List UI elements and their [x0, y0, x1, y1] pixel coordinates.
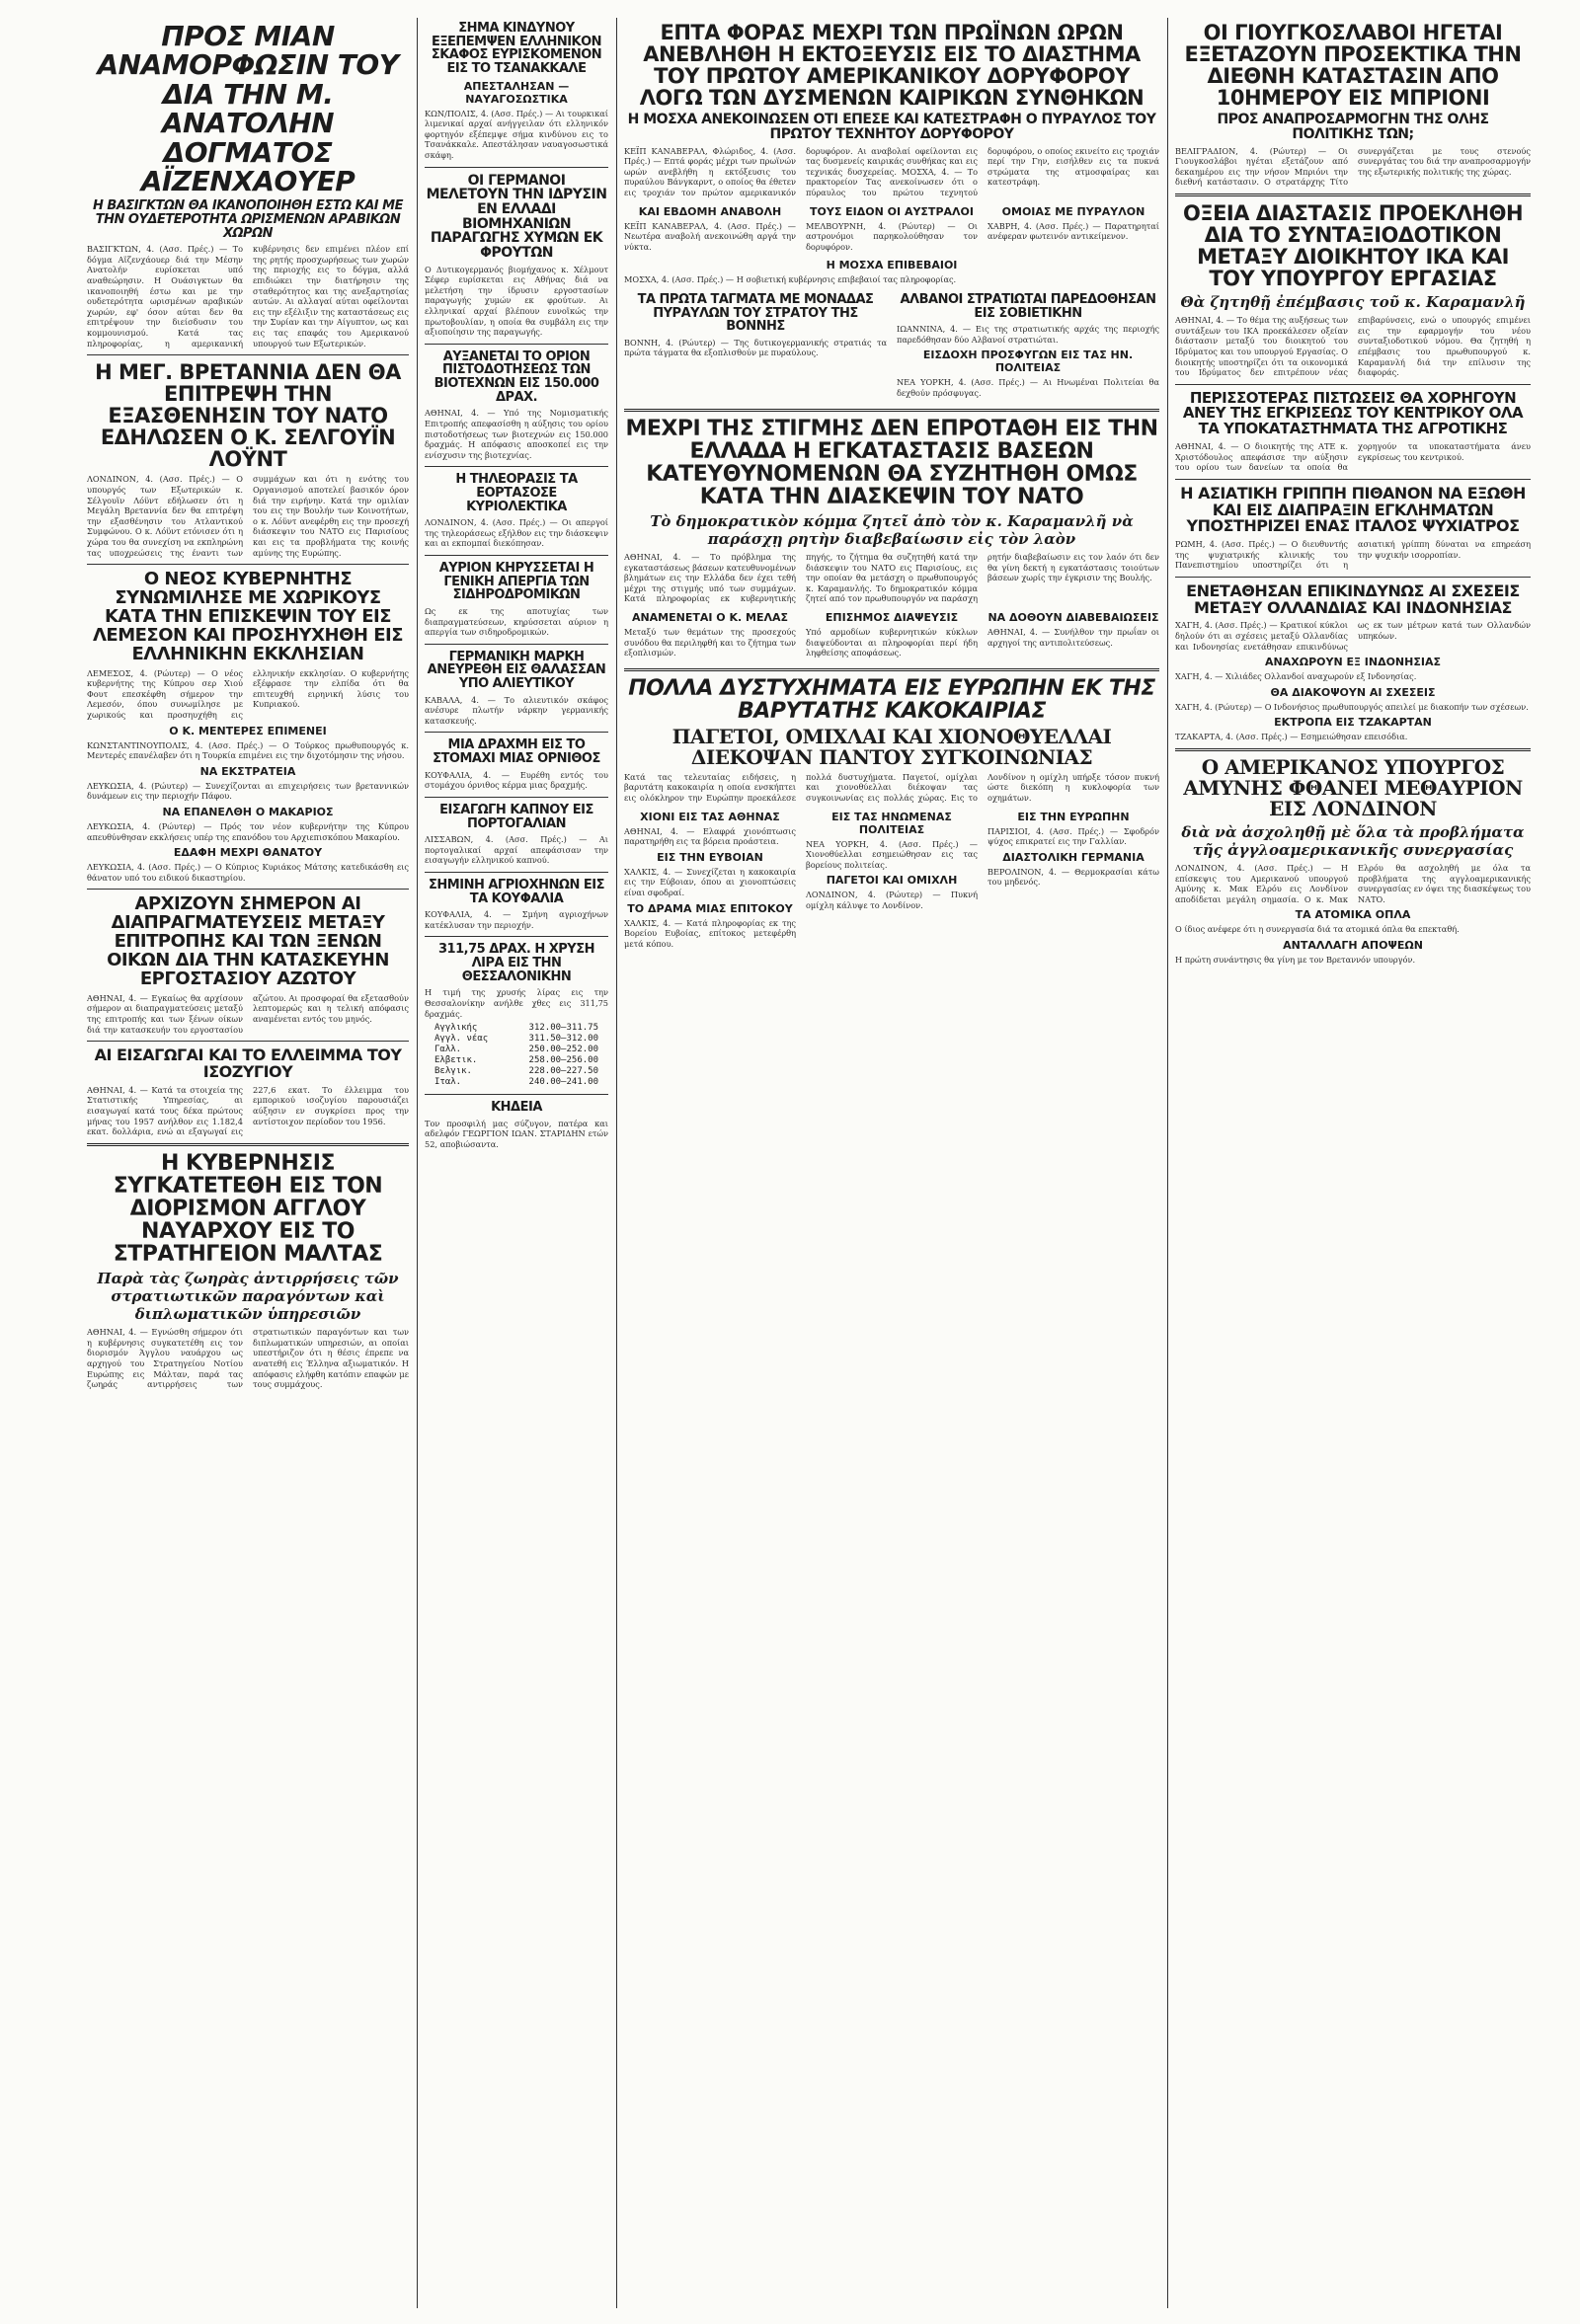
subhead-assurances: ΝΑ ΔΟΘΟΥΝ ΔΙΑΒΕΒΑΙΩΣΕΙΣ [988, 610, 1159, 624]
subhead-makarios: ΝΑ ΕΠΑΝΕΛΘΗ Ο ΜΑΚΑΡΙΟΣ [162, 805, 334, 818]
headline-nitrogen-factory: ΑΡΧΙΖΟΥΝ ΣΗΜΕΡΟΝ ΑΙ ΔΙΑΠΡΑΓΜΑΤΕΥΣΕΙΣ ΜΕΤΑΞΥ ΕΠΙΤΡΟΠΗΣ ΚΑΙ ΤΩΝ ΞΕΝΩΝ ΟΙΚΩΝ ΔΙΑ ΤΗΝ ΚΑΤΑΣΚΕΥΗΝ ΕΡΓΟΣΤΑΣΙΟΥ ΑΖΩΤΟΥ [107, 893, 389, 989]
divider [425, 797, 608, 798]
divider [425, 1094, 608, 1095]
column-rule [616, 18, 617, 2308]
price-row [434, 1077, 598, 1088]
headline-asian-flu: Η ΑΣΙΑΤΙΚΗ ΓΡΙΠΠΗ ΠΙΘΑΝΟΝ ΝΑ ΕΞΩΘΗ ΚΑΙ ΕΙΣ ΔΙΑΠΡΑΞΙΝ ΕΓΚΛΗΜΑΤΩΝ ΥΠΟΣΤΗΡΙΖΕΙ ΕΝΑΣ ΙΤΑΛΟΣ ΨΥΧΙΑΤΡΟΣ [1180, 483, 1526, 536]
price-row [434, 1034, 598, 1045]
subhead-euboea: ΕΙΣ ΤΗΝ ΕΥΒΟΙΑΝ [657, 850, 763, 864]
headline-europe-weather: ΠΟΛΛΑ ΔΥΣΤΥΧΗΜΑΤΑ ΕΙΣ ΕΥΡΩΠΗΝ ΕΚ ΤΗΣ ΒΑΡΥΤΑΤΗΣ ΚΑΚΟΚΑΙΡΙΑΣ [628, 675, 1155, 724]
brief-box [624, 289, 887, 403]
subheadline-malta-admiral: Παρὰ τὰς ζωηρὰς ἀντιρρήσεις τῶν στρατιωτικῶν παραγόντων καὶ διπλωματικῶν ὑπηρεσιῶν [97, 1270, 399, 1324]
price-row [434, 1023, 598, 1034]
headline-missile-bases: ΜΕΧΡΙ ΤΗΣ ΣΤΙΓΜΗΣ ΔΕΝ ΕΠΡΟΤΑΘΗ ΕΙΣ ΤΗΝ ΕΛΛΑΔΑ Η ΕΓΚΑΤΑΣΤΑΣΙΣ ΒΑΣΕΩΝ ΚΑΤΕΥΘΥΝΟΜΕΝΩΝ ΘΑ ΣΥΖΗΤΗΘΗ ΟΜΩΣ ΚΑΤΑ ΤΗΝ ΔΙΑΣΚΕΨΙΝ ΤΟΥ ΝΑΤΟ [625, 416, 1158, 509]
article-text-credit-limit: ΑΘΗΝΑΙ, 4. — Υπό της Νομισματικής Επιτροπής απεφασίσθη η αύξησις του ορίου πιστοδοτήσεως των βιοτεχνών εις 150.000 δραχμάς. Η απόφασις αποσκοπεί εις την ενίσχυσιν της βιοτεχνίας. [425, 408, 608, 460]
article-text-netherlands-indonesia: ΧΑΓΗ, 4. (Ασσ. Πρές.) — Κρατικοί κύκλοι δηλούν ότι αι σχέσεις μεταξύ Ολλανδίας και Ινδονησίας ενετάθησαν επικινδύνως ως εκ των μέτρων κατά των Ολλανδών υπηκόων. [1175, 620, 1531, 652]
subhead-relations-break: ΘΑ ΔΙΑΚΟΨΟΥΝ ΑΙ ΣΧΕΣΕΙΣ [1270, 685, 1436, 699]
price-label: Ελβετικ. [434, 1055, 478, 1066]
article-text-snow-athens: ΑΘΗΝΑΙ, 4. — Ελαφρά χιονόπτωσις παρατηρήθη εις τα βόρεια προάστεια. [624, 825, 796, 847]
divider [425, 732, 608, 733]
price-label: Γαλλ. [434, 1045, 462, 1055]
column-rule [417, 18, 418, 2308]
article-text-official-denial: Υπό αρμοδίων κυβερνητικών κύκλων διαψεύδονται αι πληροφορίαι περί ήδη ληφθείσης αποφάσεως. [806, 626, 978, 658]
article-text-makarios: ΛΕΥΚΩΣΙΑ, 4. (Ρώυτερ) — Πρός τον νέον κυβερνήτην της Κύπρου απευθύνθησαν εκκλήσεις υπέρ της επανόδου του Αρχιεπισκόπου Μακαρίου. [87, 820, 409, 842]
price-row [434, 1055, 598, 1066]
headline-britain-nato: Η ΜΕΓ. ΒΡΕΤΑΝΝΙΑ ΔΕΝ ΘΑ ΕΠΙΤΡΕΨΗ ΤΗΝ ΕΞΑΣΘΕΝΗΣΙΝ ΤΟΥ ΝΑΤΟ ΕΔΗΛΩΣΕΝ Ο Κ. ΣΕΛΓΟΥΪΝ ΛΟΫΝΤ [95, 360, 401, 472]
price-label: Αγγλ. νέας [434, 1034, 489, 1045]
headline-distress-signal: ΣΗΜΑ ΚΙΝΔΥΝΟΥ ΕΞΕΠΕΜΨΕΝ ΕΛΛΗΝΙΚΟΝ ΣΚΑΦΟΣ ΕΥΡΙΣΚΟΜΕΝΟΝ ΕΙΣ ΤΟ ΤΣΑΝΑΚΚΑΛΕ [431, 21, 602, 76]
article-text-melas: Μεταξύ των θεμάτων της προσεχούς συνόδου θα περιληφθή και το ζήτημα των εξοπλισμών. [624, 626, 796, 658]
nato-brief-row [624, 608, 1159, 662]
divider [87, 564, 409, 565]
article-text-television: ΛΟΝΔΙΝΟΝ, 4. (Ασσ. Πρές.) — Οι απεργοί της τηλεοράσεως εξήλθον εις την διάσκεψιν και αι εκπομπαί διεκόπησαν. [425, 517, 608, 549]
article-text-yugoslav-leaders: ΒΕΛΙΓΡΑΔΙΟΝ, 4. (Ρώυτερ) — Οι Γιουγκοσλάβοι ηγέται εξετάζουν από δεκαημέρου εις την νήσον Μπριόνι την διεθνή κατάστασιν. Ο στρατάρχης Τίτο συνεργάζεται με τους στενούς συνεργάτας του διά την αναπροσαρμογήν της εξωτερικής πολιτικής της χώρας. [1175, 145, 1531, 188]
subhead-woman-in-labor: ΤΟ ΔΡΑΜΑ ΜΙΑΣ ΕΠΙΤΟΚΟΥ [627, 901, 793, 915]
divider [1175, 479, 1531, 480]
article-text-satellite: ΚΕΪΠ ΚΑΝΑΒΕΡΑΛ, Φλώριδος, 4. (Ασσ. Πρές.) — Επτά φοράς μέχρι των πρωϊνών ωρών ανεβλήθη η εκτόξευσις του πυραύλου Βάνγκαρντ, ο οποίος θα έθετεν εις τροχιάν τον πρώτον αμερικανικόν δορυφόρον. Αι αναβολαί οφείλονται εις τας δυσμενείς καιρικάς συνθήκας και εις τεχνικάς δυσχερείας. ΜΟΣΧΑ, 4. — Το πρακτορείον Τας ανεκοίνωσεν ότι ο πύραυλος του πρώτου τεχνητού δορυφόρου, ο οποίος εκινείτο εις τροχιάν περί την Γην, εισήλθεν εις τα πυκνά στρώματα της ατμοσφαίρας και κατεστράφη. [624, 145, 1159, 197]
article-text-euboea: ΧΑΛΚΙΣ, 4. — Συνεχίζεται η κακοκαιρία εις την Εύβοιαν, όπου αι χιονοπτώσεις είναι σφοδραί. [624, 866, 796, 898]
article-text-campaign: ΛΕΥΚΩΣΙΑ, 4. (Ρώυτερ) — Συνεχίζονται αι επιχειρήσεις των βρεταννικών δυνάμεων εις την περιοχήν Πάφου. [87, 780, 409, 802]
article-text-australians: ΜΕΛΒΟΥΡΝΗ, 4. (Ρώυτερ) — Οι αστρονόμοι παρηκολούθησαν τον δορυφόρον. [806, 220, 978, 252]
headline-eisenhower-doctrine: ΠΡΟΣ ΜΙΑΝ ΑΝΑΜΟΡΦΩΣΙΝ ΤΟΥ ΔΙΑ ΤΗΝ Μ. ΑΝΑΤΟΛΗΝ ΔΟΓΜΑΤΟΣ ΑΪΖΕΝΧΑΟΥΕΡ [97, 20, 399, 197]
headline-defense-secretary: Ο ΑΜΕΡΙΚΑΝΟΣ ΥΠΟΥΡΓΟΣ ΑΜΥΝΗΣ ΦΘΑΝΕΙ ΜΕΘΑΥΡΙΟΝ ΕΙΣ ΛΟΝΔΙΝΟΝ [1183, 755, 1523, 821]
article-text-britain-nato: ΛΟΝΔΙΝΟΝ, 4. (Ασσ. Πρές.) — Ο υπουργός των Εξωτερικών κ. Σέλγουϊν Λόϋντ εδήλωσεν ότι η Μεγάλη Βρεταννία δεν θα επιτρέψη την εξασθένησιν του Ατλαντικού Συμφώνου. Ο κ. Λόϋντ ετόνισεν ότι η χώρα του θα συνεχίση να εκπληρώνη τας υποχρεώσεις της έναντι των συμμάχων και ότι η ενότης του Οργανισμού αποτελεί βασικόν όρον διά την ειρήνην. Κατά την ομιλίαν του εις την Βουλήν των Κοινοτήτων, ο κ. Λόϋντ ανεφέρθη εις την προσεχή διάσκεψιν του ΝΑΤΟ εις Παρισίους και εις τα προβλήματα της κοινής αμύνης της Ευρώπης. [87, 474, 409, 558]
divider [1175, 577, 1531, 578]
divider [425, 555, 608, 556]
article-text-tobacco-portugal: ΛΙΣΣΑΒΩΝ, 4. (Ασσ. Πρές.) — Αι πορτογαλικαί αρχαί απεφάσισαν την εισαγωγήν ελληνικού καπνού. [425, 834, 608, 866]
price-row [434, 1066, 598, 1077]
article-text-rail-strike: Ως εκ της αποτυχίας των διαπραγματεύσεων, κηρύσσεται αύριον η απεργία των σιδηροδρομικών. [425, 605, 608, 638]
headline-credit-limit: ΑΥΞΑΝΕΤΑΙ ΤΟ ΟΡΙΟΝ ΠΙΣΤΟΔΟΤΗΣΕΩΣ ΤΩΝ ΒΙΟΤΕΧΝΩΝ ΕΙΣ 150.000 ΔΡΑΧ. [434, 349, 599, 405]
headline-yugoslav-leaders: ΟΙ ΓΙΟΥΓΚΟΣΛΑΒΟΙ ΗΓΕΤΑΙ ΕΞΕΤΑΖΟΥΝ ΠΡΟΣΕΚΤΙΚΑ ΤΗΝ ΔΙΕΘΝΗ ΚΑΤΑΣΤΑΣΙΝ ΑΠΟ 10ΗΜΕΡΟΥ ΕΙΣ ΜΠΡΙΟΝΙ [1184, 21, 1522, 111]
brief-box [806, 202, 978, 257]
headline-tobacco-portugal: ΕΙΣΑΓΩΓΗ ΚΑΠΝΟΥ ΕΙΣ ΠΟΡΤΟΓΑΛΙΑΝ [439, 802, 593, 831]
divider [1175, 194, 1531, 196]
article-text-like-rocket: ΧΑΒΡΗ, 4. (Ασσ. Πρές.) — Παρατηρηταί ανέφεραν φωτεινόν αντικείμενον. [988, 220, 1159, 242]
article-text-leaving-indonesia: ΧΑΓΗ, 4. — Χιλιάδες Ολλανδοί αναχωρούν εξ Ινδονησίας. [1175, 671, 1417, 682]
subhead-menderes: Ο Κ. ΜΕΝΤΕΡΕΣ ΕΠΙΜΕΝΕΙ [169, 724, 327, 737]
article-text-malta-admiral: ΑΘΗΝΑΙ, 4. — Εγνώσθη σήμερον ότι η κυβέρνησις συγκατετέθη εις τον διορισμόν Άγγλου ναυάρχου ως αρχηγού του Στρατηγείου Νοτίου Ευρώπης εις Μάλταν, παρά τας ζωηράς αντιρρήσεις των στρατιωτικών παραγόντων και των διπλωματικών υπηρεσιών, αι οποίαι υπεστήριζον ότι η θέσις έπρεπε να ανατεθή εις Έλληνα αξιωματικόν. Η απόφασις ελήφθη κατόπιν επαφών με τους συμμάχους. [87, 1327, 409, 1390]
subheadline-moscow-rocket: Η ΜΟΣΧΑ ΑΝΕΚΟΙΝΩΣΕΝ ΟΤΙ ΕΠΕΣΕ ΚΑΙ ΚΑΤΕΣΤΡΑΦΗ Ο ΠΥΡΑΥΛΟΣ ΤΟΥ ΠΡΩΤΟΥ ΤΕΧΝΗΤΟΥ ΔΟΡΥΦΟΡΟΥ [627, 112, 1156, 142]
subheadline-frost-fog: ΠΑΓΕΤΟΙ, ΟΜΙΧΛΑΙ ΚΑΙ ΧΙΟΝΟΘΥΕΛΛΑΙ ΔΙΕΚΟΨΑΝ ΠΑΝΤΟΥ ΣΥΓΚΟΙΝΩΝΙΑΣ [672, 724, 1112, 769]
headline-pension-dispute: ΟΞΕΙΑ ΔΙΑΣΤΑΣΙΣ ΠΡΟΕΚΛΗΘΗ ΔΙΑ ΤΟ ΣΥΝΤΑΞΙΟΔΟΤΙΚΟΝ ΜΕΤΑΞΥ ΔΙΟΙΚΗΤΟΥ ΙΚΑ ΚΑΙ ΤΟΥ ΥΠΟΥΡΓΟΥ ΕΡΓΑΣΙΑΣ [1182, 200, 1524, 291]
article-text-bonn-missiles: ΒΟΝΝΗ, 4. (Ρώυτερ) — Της δυτικογερμανικής στρατιάς τα πρώτα τάγματα θα εξοπλισθούν με πυραύλους. [624, 337, 887, 358]
article-text-pension-dispute: ΑΘΗΝΑΙ, 4. — Το θέμα της αυξήσεως των συντάξεων του ΙΚΑ προεκάλεσεν οξείαν διάστασιν μεταξύ του διοικητού του Ιδρύματος και του υπουργού Εργασίας. Ο διοικητής υποστηρίζει ότι τα οικονομικά του Ιδρύματος δεν επιτρέπουν νέας επιβαρύνσεις, ενώ ο υπουργός επιμένει εις την εφαρμογήν του νέου συνταξιοδοτικού νόμου. Θα ζητηθή η επέμβασις του πρωθυπουργού κ. Καραμανλή διά την επίλυσιν της διαφοράς. [1175, 315, 1531, 378]
headline-television: Η ΤΗΛΕΟΡΑΣΙΣ ΤΑ ΕΟΡΤΑΣΟΣΕ ΚΥΡΙΟΛΕΚΤΙΚΑ [455, 472, 578, 514]
brief-box [988, 808, 1159, 954]
headline-german-juice: ΟΙ ΓΕΡΜΑΝΟΙ ΜΕΛΕΤΟΥΝ ΤΗΝ ΙΔΡΥΣΙΝ ΕΝ ΕΛΛΑΔΙ ΒΙΟΜΗΧΑΝΙΩΝ ΠΑΡΑΓΩΓΗΣ ΧΥΜΩΝ ΕΚ ΦΡΟΥΤΩΝ [426, 172, 607, 261]
weather-brief-row [624, 808, 1159, 954]
subhead-campaign: ΝΑ ΕΚΣΤΡΑΤΕΙΑ [199, 764, 296, 778]
headline-netherlands-indonesia: ΕΝΕΤΑΘΗΣΑΝ ΕΠΙΚΙΝΔΥΝΩΣ ΑΙ ΣΧΕΣΕΙΣ ΜΕΤΑΞΥ ΟΛΛΑΝΔΙΑΣ ΚΑΙ ΙΝΔΟΝΗΣΙΑΣ [1186, 581, 1520, 617]
divider [425, 466, 608, 467]
subheadline-cooperation: διὰ νὰ ἀσχοληθῇ μὲ ὅλα τὰ προβλήματα τῆς ἀγγλοαμερικανικῆς συνεργασίας [1181, 823, 1525, 860]
brief-box [624, 808, 796, 954]
divider [1175, 748, 1531, 751]
article-text-death-sentence: ΛΕΥΚΩΣΙΑ, 4. (Ασσ. Πρές.) — Ο Κύπριος Κυριάκος Μάτσης κατεδικάσθη εις θάνατον υπό του ειδικού δικαστηρίου. [87, 862, 409, 883]
article-text-agricultural-bank: ΑΘΗΝΑΙ, 4. — Ο διοικητής της ΑΤΕ κ. Χριστόδουλος απεφάσισε την αύξησιν του ορίου των δανείων τα οποία θα χορηγούν τα υποκαταστήματα άνευ εγκρίσεως του κεντρικού. [1175, 440, 1531, 473]
article-text-atomic-weapons: Ο ίδιος ανέφερε ότι η συνεργασία διά τα ατομικά όπλα θα επεκταθή. [1175, 924, 1460, 935]
subhead-australians: ΤΟΥΣ ΕΙΔΟΝ ΟΙ ΑΥΣΤΡΑΛΟΙ [810, 204, 974, 218]
headline-imports-deficit: ΑΙ ΕΙΣΑΓΩΓΑΙ ΚΑΙ ΤΟ ΕΛΛΕΙΜΜΑ ΤΟΥ ΙΣΟΖΥΓΙΟΥ [94, 1046, 402, 1081]
brief-box [988, 608, 1159, 662]
subhead-atomic-weapons: ΤΑ ΑΤΟΜΙΚΑ ΟΠΛΑ [1295, 908, 1411, 922]
column-rule [1167, 18, 1168, 2308]
article-text-jakarta: ΤΖΑΚΑΡΤΑ, 4. (Ασσ. Πρές.) — Εσημειώθησαν επεισόδια. [1175, 732, 1408, 742]
brief-box [624, 202, 796, 257]
article-text-new-governor: ΛΕΜΕΣΟΣ, 4. (Ρώυτερ) — Ο νέος κυβερνήτης της Κύπρου σερ Χιού Φουτ επεσκέφθη σήμερον την Λεμεσόν, όπου συνωμίλησε με χωρικούς και προσηυχήθη εις ελληνικήν εκκλησίαν. Ο κυβερνήτης εξέφρασε την ελπίδα ότι θα επιτευχθή ειρηνική λύσις του Κυπριακού. [87, 667, 409, 721]
subhead-jakarta: ΕΚΤΡΟΠΑ ΕΙΣ ΤΖΑΚΑΡΤΑΝ [1274, 716, 1432, 730]
article-text-wild-geese: ΚΟΥΦΑΛΙΑ, 4. — Σμήνη αγριοχήνων κατέκλυσαν την περιοχήν. [425, 909, 608, 930]
headline-drachma-hen: ΜΙΑ ΔΡΑΧΜΗ ΕΙΣ ΤΟ ΣΤΟΜΑΧΙ ΜΙΑΣ ΟΡΝΙΘΟΣ [433, 737, 600, 767]
divider [87, 1143, 409, 1146]
article-text-mine-found: ΚΑΒΑΛΑ, 4. — Το αλιευτικόν σκάφος ανέσυρε πλωτήν νάρκην γερμανικής κατασκευής. [425, 694, 608, 726]
headline-new-governor: Ο ΝΕΟΣ ΚΥΒΕΡΝΗΤΗΣ ΣΥΝΩΜΙΛΗΣΕ ΜΕ ΧΩΡΙΚΟΥΣ ΚΑΤΑ ΤΗΝ ΕΠΙΣΚΕΨΙΝ ΤΟΥ ΕΙΣ ΛΕΜΕΣΟΝ ΚΑΙ ΠΡΟΣΗΥΧΗΘΗ ΕΙΣ ΕΛΛΗΝΙΚΗΝ ΕΚΚΛΗΣΙΑΝ [92, 569, 404, 664]
brief-box [897, 289, 1159, 403]
subhead-official-denial: ΕΠΙΣΗΜΟΣ ΔΙΑΨΕΥΣΙΣ [825, 610, 959, 624]
brief-box [988, 202, 1159, 257]
subheadline-karamanlis: Θὰ ζητηθῇ ἐπέμβασις τοῦ κ. Καραμανλῆ [1180, 293, 1526, 312]
article-text-europe-weather: Κατά τας τελευταίας ειδήσεις, η βαρυτάτη κακοκαιρία η οποία ενσκήπτει εις ολόκληρον την Ευρώπην προεκάλεσε πολλά δυστυχήματα. Παγετοί, ομίχλαι και χιονοθύελλαι διέκοψαν τας συγκοινωνίας εις πολλάς χώρας. Εις το Λονδίνον η ομίχλη υπήρξε τόσον πυκνή ώστε διεκόπη η κυκλοφορία των οχημάτων. [624, 771, 1159, 804]
divider [425, 167, 608, 168]
price-value: 312.00—311.75 [528, 1023, 598, 1034]
price-row [434, 1045, 598, 1055]
divider [87, 354, 409, 355]
headline-albanian-soldiers: ΑΛΒΑΝΟΙ ΣΤΡΑΤΙΩΤΑΙ ΠΑΡΕΔΟΘΗΣΑΝ ΕΙΣ ΣΟΒΙΕΤΙΚΗΝ [900, 291, 1156, 321]
divider [425, 344, 608, 345]
article-text-woman-in-labor: ΧΑΛΚΙΣ, 4. — Κατά πληροφορίας εκ της Βορείου Ευβοίας, επίτοκος μετεφέρθη μετά κόπου. [624, 917, 796, 949]
brief-box [806, 808, 978, 954]
article-text-eisenhower: ΒΑΣΙΓΚΤΩΝ, 4. (Ασσ. Πρές.) — Το δόγμα Αϊζενχάουερ διά την Μέσην Ανατολήν ευρίσκεται υπό αναθεώρησιν. Η Ουάσιγκτων θα ικανοποιηθή έστω και με την ουδετερότητα ωρισμένων αραβικών χωρών, εφ' όσον αύται δεν θα επιτρέψουν την διείσδυσιν του κομμουνισμού. Κατά τας πληροφορίας, η αμερικανική κυβέρνησις δεν επιμένει πλέον επί της ρητής προσχωρήσεως των χωρών της περιοχής εις το δόγμα, αλλά επιδιώκει την διατήρησιν της σταθερότητος και της ανεξαρτησίας αυτών. Αι αλλαγαί αύται οφείλονται εις την εξέλιξιν της καταστάσεως εις την Συρίαν και την Αίγυπτον, ως και εις τας επαφάς του Αμερικανού υπουργού των Εξωτερικών. [87, 244, 409, 349]
subhead-like-rocket: ΟΜΟΙΑΣ ΜΕ ΠΥΡΑΥΛΟΝ [1001, 204, 1146, 218]
divider [425, 936, 608, 937]
subhead-frost-fog: ΠΑΓΕΤΟΙ ΚΑΙ ΟΜΙΧΛΗ [826, 874, 958, 888]
article-text-defense-secretary: ΛΟΝΔΙΝΟΝ, 4. (Ασσ. Πρές.) — Η επίσκεψις του Αμερικανού υπουργού Αμύνης κ. Μακ Ελρόυ εις Λονδίνον αποδίδεται μεγάλη σημασία. Ο κ. Μακ Ελρόυ θα ασχοληθή με όλα τα προβλήματα της αγγλοαμερικανικής συνεργασίας εν όψει της διασκέψεως του ΝΑΤΟ. [1175, 863, 1531, 904]
headline-mine-found: ΓΕΡΜΑΝΙΚΗ ΜΑΡΚΗ ΑΝΕΥΡΕΘΗ ΕΙΣ ΘΑΛΑΣΣΑΝ ΥΠΟ ΑΛΙΕΥΤΙΚΟΥ [427, 649, 606, 692]
article-text-german-juice: Ο Δυτικογερμανός βιομήχανος κ. Χέλμουτ Σέφερ ευρίσκεται εις Αθήνας διά να μελετήση την ίδρυσιν εργοστασίων παραγωγής χυμών εκ φρούτων. Αι ελληνικαί αρχαί βλέπουν ευνοϊκώς την πρωτοβουλίαν, η οποία θα συμβάλη εις την αξιοποίησιν της παραγωγής. [425, 264, 608, 338]
price-value: 240.00—241.00 [528, 1077, 598, 1088]
article-text-assurances: ΑΘΗΝΑΙ, 4. — Συνήλθον την πρωΐαν οι αρχηγοί της αντιπολιτεύσεως. [988, 626, 1159, 648]
column-right [1175, 18, 1531, 2306]
divider [624, 668, 1159, 671]
headline-malta-admiral: Η ΚΥΒΕΡΝΗΣΙΣ ΣΥΓΚΑΤΕΤΕΘΗ ΕΙΣ ΤΟΝ ΔΙΟΡΙΣΜΟΝ ΑΓΓΛΟΥ ΝΑΥΑΡΧΟΥ ΕΙΣ ΤΟ ΣΤΡΑΤΗΓΕΙΟΝ ΜΑΛΤΑΣ [113, 1150, 383, 1268]
article-text-europe: ΠΑΡΙΣΙΟΙ, 4. (Ασσ. Πρές.) — Σφοδρόν ψύχος επικρατεί εις την Γαλλίαν. [988, 825, 1159, 847]
subhead-melas: ΑΝΑΜΕΝΕΤΑΙ Ο Κ. ΜΕΛΑΣ [631, 610, 789, 624]
article-text-relations-break: ΧΑΓΗ, 4. (Ρώυτερ) — Ο Ινδονήσιος πρωθυπουργός απειλεί με διακοπήν των σχέσεων. [1175, 701, 1529, 712]
article-text-funeral: Τον προσφιλή μας σύζυγον, πατέρα και αδελφόν ΓΕΩΡΓΙΟΝ ΙΩΑΝ. ΣΤΑΡΙΔΗΝ ετών 52, αποβιώσαντα. [425, 1118, 608, 1149]
headline-wild-geese: ΣΗΜΙΝΗ ΑΓΡΙΟΧΗΝΩΝ ΕΙΣ ΤΑ ΚΟΥΦΑΛΙΑ [429, 877, 604, 906]
article-text-frost-fog: ΛΟΝΔΙΝΟΝ, 4. (Ρώυτερ) — Πυκνή ομίχλη κάλυψε το Λονδίνον. [806, 890, 978, 911]
subhead-rescue-vessels: ΑΠΕΣΤΑΛΗΣΑΝ — ΝΑΥΑΓΟΣΩΣΤΙΚΑ [463, 79, 570, 106]
article-text-missile-bases: ΑΘΗΝΑΙ, 4. — Το πρόβλημα της εγκαταστάσεως βάσεων κατευθυνομένων βλημάτων εις την Ελλάδα δεν έχει τεθή μέχρι της στιγμής υπό των συμμάχων. Κατά πληροφορίας εκ κυβερνητικής πηγής, το ζήτημα θα συζητηθή κατά την διάσκεψιν του ΝΑΤΟ εις Παρισίους, εις την οποίαν θα μετάσχη ο πρωθυπουργός κ. Καραμανλής. Το δημοκρατικόν κόμμα ζητεί από τον πρωθυπουργόν να παράσχη ρητήν διαβεβαίωσιν εις τον λαόν ότι δεν θα γίνη δεκτή η εγκατάστασις τοιούτων βάσεων χωρίς την έγκρισιν της Βουλής. [624, 551, 1159, 604]
divider [87, 889, 409, 890]
article-text-seventh-delay: ΚΕΪΠ ΚΑΝΑΒΕΡΑΛ, 4. (Ασσ. Πρές.) — Νεωτέρα αναβολή ανεκοινώθη αργά την νύκτα. [624, 220, 796, 252]
subhead-europe: ΕΙΣ ΤΗΝ ΕΥΡΩΠΗΝ [1017, 810, 1130, 823]
headline-satellite: ΕΠΤΑ ΦΟΡΑΣ ΜΕΧΡΙ ΤΩΝ ΠΡΩΪΝΩΝ ΩΡΩΝ ΑΝΕΒΛΗΘΗ Η ΕΚΤΟΞΕΥΣΙΣ ΕΙΣ ΤΟ ΔΙΑΣΤΗΜΑ ΤΟΥ ΠΡΩΤΟΥ ΑΜΕΡΙΚΑΝΙΚΟΥ ΔΟΡΥΦΟΡΟΥ ΛΟΓΩ ΤΩΝ ΔΥΣΜΕΝΩΝ ΚΑΙΡΙΚΩΝ ΣΥΝΘΗΚΩΝ [639, 21, 1145, 111]
price-value: 258.00—256.00 [528, 1055, 598, 1066]
article-text-moscow-confirms: ΜΟΣΧΑ, 4. (Ασσ. Πρές.) — Η σοβιετική κυβέρνησις επιβεβαιοί τας πληροφορίας. [624, 274, 957, 285]
price-label: Αγγλικής [434, 1023, 478, 1034]
price-label: Βελγικ. [434, 1066, 472, 1077]
article-text-nitrogen-factory: ΑΘΗΝΑΙ, 4. — Εγκαίως θα αρχίσουν σήμερον αι διαπραγματεύσεις μεταξύ της επιτροπής και των ξένων οίκων διά την κατασκευήν του εργοστασίου αζώτου. Αι προσφοραί θα εξετασθούν λεπτομερώς και η τελική απόφασις αναμένεται εντός του μηνός. [87, 992, 409, 1035]
column-left [87, 18, 409, 2306]
article-text-imports-deficit: ΑΘΗΝΑΙ, 4. — Κατά τα στοιχεία της Στατιστικής Υπηρεσίας, αι εισαγωγαί κατά τους δέκα πρώτους μήνας του 1957 ανήλθον εις 1.182,4 εκατ. δολλάρια, ενώ αι εξαγωγαί εις 227,6 εκατ. Το έλλειμμα του εμπορικού ισοζυγίου παρουσιάζει αύξησιν εν συγκρίσει προς την αντίστοιχον περίοδον του 1956. [87, 1084, 409, 1137]
headline-gold-sovereign: 311,75 ΔΡΑΧ. Η ΧΡΥΣΗ ΛΙΡΑ ΕΙΣ ΤΗΝ ΘΕΣΣΑΛΟΝΙΚΗΝ [438, 942, 594, 984]
satellite-brief-row [624, 202, 1159, 257]
brief-box [806, 608, 978, 662]
price-label: Ιταλ. [434, 1077, 462, 1088]
subhead-germany: ΔΙΑΣΤΟΛΙΚΗ ΓΕΡΜΑΝΙΑ [1002, 850, 1145, 864]
subhead-snow-athens: ΧΙΟΝΙ ΕΙΣ ΤΑΣ ΑΘΗΝΑΣ [640, 810, 780, 823]
subhead-united-states: ΕΙΣ ΤΑΣ ΗΝΩΜΕΝΑΣ ΠΟΛΙΤΕΙΑΣ [831, 810, 952, 836]
article-text-asian-flu: ΡΩΜΗ, 4. (Ασσ. Πρές.) — Ο διευθυντής της ψυχιατρικής κλινικής του Πανεπιστημίου υποστηρίζει ότι η ασιατική γρίππη δύναται να επηρεάση την ψυχικήν ισορροπίαν. [1175, 539, 1531, 571]
subhead-refugees: ΕΙΣΔΟΧΗ ΠΡΟΣΦΥΓΩΝ ΕΙΣ ΤΑΣ ΗΝ. ΠΟΛΙΤΕΙΑΣ [922, 349, 1134, 375]
price-value: 250.00—252.00 [528, 1045, 598, 1055]
article-text-exchange-views: Η πρώτη συνάντησις θα γίνη με τον Βρεταννόν υπουργόν. [1175, 955, 1416, 966]
article-text-albanian-soldiers: ΙΩΑΝΝΙΝΑ, 4. — Εις της στρατιωτικής αρχάς της περιοχής παρεδόθησαν δύο Αλβανοί στρατιώται. [897, 324, 1159, 345]
column-narrow [425, 18, 608, 2306]
divider [425, 872, 608, 873]
divider [1175, 384, 1531, 385]
column-center [624, 18, 1159, 2306]
headline-rail-strike: ΑΥΡΙΟΝ ΚΗΡΥΣΣΕΤΑΙ Η ΓΕΝΙΚΗ ΑΠΕΡΓΙΑ ΤΩΝ ΣΙΔΗΡΟΔΡΟΜΙΚΩΝ [438, 561, 594, 603]
subhead-death-sentence: ΕΔΑΦΗ ΜΕΧΡΙ ΘΑΝΑΤΟΥ [173, 846, 323, 860]
article-text-drachma-hen: ΚΟΥΦΑΛΙΑ, 4. — Ευρέθη εντός του στομάχου όρνιθος κέρμα μιας δραχμής. [425, 769, 608, 791]
gold-price-table [434, 1023, 598, 1088]
article-text-united-states: ΝΕΑ ΥΟΡΚΗ, 4. (Ασσ. Πρές.) — Χιονοθύελλαι εσημειώθησαν εις τας βορείους πολιτείας. [806, 838, 978, 870]
article-text-germany: ΒΕΡΟΛΙΝΟΝ, 4. — Θερμοκρασίαι κάτω του μηδενός. [988, 866, 1159, 888]
subhead-leaving-indonesia: ΑΝΑΧΩΡΟΥΝ ΕΞ ΙΝΔΟΝΗΣΙΑΣ [1265, 656, 1441, 669]
subheadline-democratic-party: Τὸ δημοκρατικὸν κόμμα ζητεῖ ἀπὸ τὸν κ. Καραμανλῆ νὰ παράσχῃ ρητὴν διαβεβαίωσιν εἰς τὸν λαὸν [650, 511, 1134, 548]
article-text-gold-sovereign: Η τιμή της χρυσής λίρας εις την Θεσσαλονίκην ανήλθε χθες εις 311,75 δραχμάς. [425, 987, 608, 1019]
price-value: 228.00—227.50 [528, 1066, 598, 1077]
divider [624, 409, 1159, 412]
article-text-distress-signal: ΚΩΝ/ΠΟΛΙΣ, 4. (Ασσ. Πρές.) — Αι τουρκικαί λιμενικαί αρχαί ανήγγειλαν ότι ελληνικόν φορτηγόν εξέπεμψε σήμα κινδύνου εις το Τσανάκκαλε. Απεστάλησαν ναυαγοσωστικά σκάφη. [425, 108, 608, 160]
subhead-exchange-views: ΑΝΤΑΛΛΑΓΗ ΑΠΟΨΕΩΝ [1283, 939, 1423, 953]
news-brief-row [624, 289, 1159, 403]
subhead-seventh-delay: ΚΑΙ ΕΒΔΟΜΗ ΑΝΑΒΟΛΗ [638, 204, 782, 218]
subheadline-washington: Η ΒΑΣΙΓΚΤΩΝ ΘΑ ΙΚΑΝΟΠΟΙΗΘΗ ΕΣΤΩ ΚΑΙ ΜΕ ΤΗΝ ΟΥΔΕΤΕΡΟΤΗΤΑ ΩΡΙΣΜΕΝΩΝ ΑΡΑΒΙΚΩΝ ΧΩΡΩΝ [93, 198, 403, 241]
divider [425, 644, 608, 645]
divider [87, 1041, 409, 1042]
subhead-moscow-confirms: Η ΜΟΣΧΑ ΕΠΙΒΕΒΑΙΟΙ [826, 259, 958, 272]
brief-box [624, 608, 796, 662]
headline-funeral: ΚΗΔΕΙΑ [491, 1100, 542, 1116]
article-text-refugees: ΝΕΑ ΥΟΡΚΗ, 4. (Ασσ. Πρές.) — Αι Ηνωμέναι Πολιτείαι θα δεχθούν πρόσφυγας. [897, 377, 1159, 398]
subheadline-policy-readjustment: ΠΡΟΣ ΑΝΑΠΡΟΣΑΡΜΟΓΗΝ ΤΗΣ ΟΛΗΣ ΠΟΛΙΤΙΚΗΣ ΤΩΝ; [1217, 112, 1489, 142]
price-value: 311.50—312.00 [528, 1034, 598, 1045]
headline-agricultural-bank: ΠΕΡΙΣΣΟΤΕΡΑΣ ΠΙΣΤΩΣΕΙΣ ΘΑ ΧΟΡΗΓΟΥΝ ΑΝΕΥ ΤΗΣ ΕΓΚΡΙΣΕΩΣ ΤΟΥ ΚΕΝΤΡΙΚΟΥ ΟΛΑ ΤΑ ΥΠΟΚΑΤΑΣΤΗΜΑΤΑ ΤΗΣ ΑΓΡΟΤΙΚΗΣ [1182, 388, 1524, 438]
article-text-menderes: ΚΩΝΣΤΑΝΤΙΝΟΥΠΟΛΙΣ, 4. (Ασσ. Πρές.) — Ο Τούρκος πρωθυπουργός κ. Μεντερές επανέλαβεν ότι η Τουρκία επιμένει εις την διχοτόμησιν της νήσου. [87, 739, 409, 761]
headline-bonn-missiles: ΤΑ ΠΡΩΤΑ ΤΑΓΜΑΤΑ ΜΕ ΜΟΝΑΔΑΣ ΠΥΡΑΥΛΩΝ ΤΟΥ ΣΤΡΑΤΟΥ ΤΗΣ ΒΟΝΝΗΣ [637, 291, 874, 335]
